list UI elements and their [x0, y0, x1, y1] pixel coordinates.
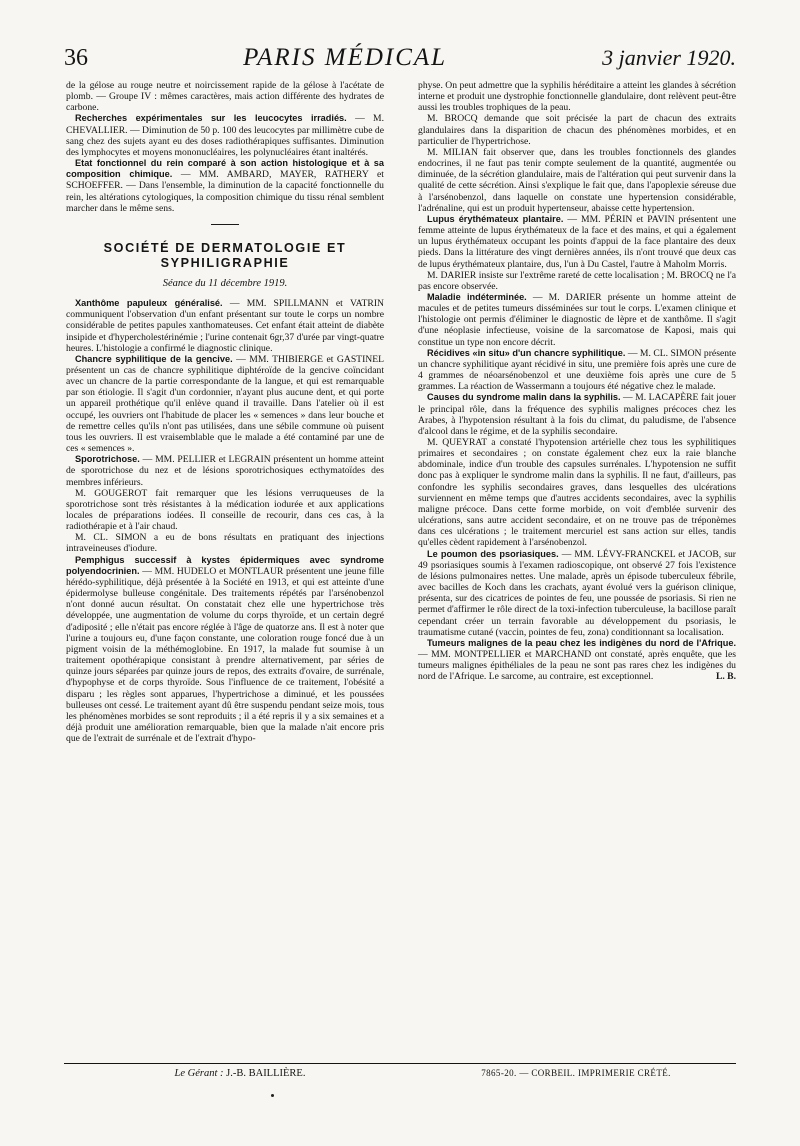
paragraph-continuation-hypophyse: physe. On peut admettre que la syphilis héréditaire a atteint les glandes à sécrétion interne et produit une dystrophie fonctionnelle glandulaire, dont relèvent peut-être aussi les troubles trophiques de la peau.	[418, 80, 736, 114]
print-mark	[271, 1094, 274, 1097]
entry-heading: Recherches expérimentales sur les leucocytes irradiés.	[75, 113, 347, 124]
page-number: 36	[64, 45, 88, 71]
right-column	[418, 80, 736, 683]
footer-gerant	[64, 1068, 416, 1079]
session-date: Séance du 11 décembre 1919.	[162, 277, 288, 289]
paragraph-milian: M. MILIAN fait observer que, dans les troubles fonctionnels des glandes endocrines, il ne faut pas tenir compte seulement de la quantité, augmentée ou diminuée, de la sécrétion glandulaire, mais de l'altération qui peut survenir dans la qualité de cette sécrétion. Ainsi s'explique le fait que, dans l'apoplexie séreuse due à l'arsénobenzol, dans laquelle on constate une hypertension considérable, l'adrénaline, qui est un produit hypertenseur, abaisse cette hypertension.	[418, 146, 736, 214]
entry-heading: Xanthôme papuleux généralisé.	[75, 298, 223, 309]
entry-heading: Tumeurs malignes de la peau chez les indigènes du nord de l'Afrique.	[427, 637, 736, 648]
footer	[64, 1068, 736, 1086]
paragraph-queyrat: M. QUEYRAT a constaté l'hypotension artérielle chez tous les syphilitiques primaires et secondaires ; on constate également chez eux la raie blanche abdominale, indice d'un trouble des capsules surrénales. L'hypotension ne suffit donc pas à expliquer le syndrome malin dans la syphilis. Il ne faut, d'ailleurs, pas confondre les syphilis secondaires graves, dans lesquelles des ulcérations surviennent en même temps que d'autres accidents secondaires, avec la syphilis maligne précoce. Dans cette forme morbide, on voit d'emblée survenir des ulcérations, sans autre accident secondaire, et on ne trouve pas de tréponèmes dans ces ulcérations ; le traitement mercuriel est sans action sur elles, tandis qu'elles cèdent rapidement à l'arsénobenzol.	[418, 437, 736, 549]
section-divider	[211, 224, 239, 225]
entry-lupus: Lupus érythémateux plantaire. — MM. PÉRIN et PAVIN présentent une femme atteinte de lupus érythémateux de la face et des mains, et qui a également un lupus érythémateux occupant les points d'appui de la face plantaire des deux pieds. Dans la littérature des vingt dernières années, ils n'ont trouvé que deux cas de lupus érythémateux plantaire, dus, l'un à Du Castel, l'autre à Maholm Morris.	[418, 213, 736, 270]
entry-heading: Chancre syphilitique de la gencive.	[75, 353, 233, 364]
entry-leucocytes: Recherches expérimentales sur les leucocytes irradiés. — M. CHEVALLIER. — Diminution de 50 p. 100 des leucocytes par millimètre cube de sang chez des sujets ayant eu des doses radiothérapiques suffisantes. Diminution des lymphocytes et moyens mononucléaires, les polynucléaires étant inaltérés.	[66, 113, 384, 158]
gerant-label: Le Gérant :	[174, 1068, 224, 1079]
issue-date: 3 janvier 1920.	[602, 45, 736, 70]
entry-heading: Maladie indéterminée.	[427, 291, 527, 302]
entry-poumon-psoriasiques: Le poumon des psoriasiques. — MM. LÉVY-FRANCKEL et JACOB, sur 49 psoriasiques soumis à l'examen radioscopique, ont observé 27 fois l'existence de lésions pulmonaires nettes. Une malade, après un épisode tuberculeux fébrile, avec bacilles de Koch dans les crachats, ayant évolué vers la guérison clinique, présenta, sur des cicatrices de pointes de feu, une poussée de psoriasis. Si rien ne permet d'affirmer le rôle direct de la toxi-infection tuberculeuse, la bacillose paraît cependant créer un terrain favorable au développement du psoriasis, le traumatisme cutané (vaccin, pointes de feu, zona) conditionnant sa localisation.	[418, 548, 736, 638]
entry-chancre-gencive: Chancre syphilitique de la gencive. — MM. THIBIERGE et GASTINEL présentent un cas de chancre syphilitique diphtéroïde de la gencive coïncidant avec un chancre de la partie correspondante de la langue, et qui est remarquable par son étiologie. Il s'agit d'un cordonnier, n'ayant plus aucune dent, et qui porte un appareil prothétique qu'il enlève quand il travaille. Dans l'atelier où il est occupé, les ouvriers ont l'habitude de placer les « semences » dans leur bouche et de remettre celles qu'ils n'ont pas utilisées, dans une sébile commune où puisent tous les ouvriers. Il est vraisemblable que le malade a été contaminé par une de ces « semences ».	[66, 353, 384, 455]
entry-heading: Pemphigus successif à kystes épidermiques avec syndrome polyendocrinien.	[66, 554, 384, 576]
paragraph-brocq: M. BROCQ demande que soit précisée la part de chacun des extraits glandulaires dans la disparition de chacun des phénomènes morbides, et en particulier de l'hypertrichose.	[418, 113, 736, 147]
entry-heading: Sporotrichose.	[75, 454, 140, 465]
paragraph-continuation-top: de la gélose au rouge neutre et noircissement rapide de la gélose à l'acétate de plomb. — Groupe IV : mêmes caractères, mais action différente des hydrates de carbone.	[66, 80, 384, 114]
footer-rule	[64, 1063, 736, 1064]
entry-maladie-indeterminee: Maladie indéterminée. — M. DARIER présente un homme atteint de macules et de petites tumeurs disséminées sur tout le corps. L'examen clinique et l'histologie ont permis d'éliminer le diagnostic de lèpre et de xanthôme. Il s'agit d'une néoplasie infectieuse, voisine de la sarcomatose de Kaposi, mais qui constitue un type non encore décrit.	[418, 291, 736, 348]
entry-sporotrichose: Sporotrichose. — MM. PELLIER et LEGRAIN présentent un homme atteint de sporotrichose du nez et de lésions sporotrichosiques ecthymatoïdes des membres inférieurs.	[66, 454, 384, 488]
page-header	[64, 44, 736, 76]
entry-syndrome-malin: Causes du syndrome malin dans la syphilis. — M. LACAPÈRE fait jouer le principal rôle, dans la fréquence des syphilis malignes précoces chez les Arabes, à l'hypotension résultant à la fois du climat, du paludisme, de l'absence d'alcool dans le régime, et de la syphilis secondaire.	[418, 392, 736, 437]
entry-pemphigus: Pemphigus successif à kystes épidermiques avec syndrome polyendocrinien. — MM. HUDELO et MONTLAUR présentent une jeune fille hérédo-syphilitique, déjà présentée à la Société en 1913, et qui est atteinte d'une épidermolyse bulleuse congénitale. Des traitements répétés par l'arsénobenzol n'ont donné aucun résultat. On constatait chez elle une hypertrichose très développée, une augmentation de volume du corps thyroïde, et un certain degré d'adiposité ; elle n'était pas encore réglée à l'âge de quatorze ans. Il est à noter que l'urine a toujours eu, d'une façon constante, une coloration rouge foncé due à un pigment voisin de la méthémoglobine. En 1917, la malade fut soumise à un traitement opothérapique consistant à prendre alternativement, par séries de quinze jours séparées par quinze jours de repos, des extraits d'ovaire, de surrénale, d'hypophyse et de corps thyroïde. Sous l'influence de ce traitement, l'obésité a disparu ; les règles sont apparues, l'hypertrichose a diminué, et les poussées bulleuses ont cessé. Le traitement ayant dû être suspendu pendant seize mois, tous les phénomènes morbides se sont reproduits ; il a été repris il y a six semaines et a déjà produit une amélioration remarquable, bien que la malade n'ait encore pris que de l'extrait de surrénale et de l'extrait d'hypo-	[66, 554, 384, 745]
entry-heading: Etat fonctionnel du rein comparé à son action histologique et à sa composition chimique.	[66, 158, 384, 180]
entry-xanthome: Xanthôme papuleux généralisé. — MM. SPILLMANN et VATRIN communiquent l'observation d'un enfant présentant sur toute le corps un nombre considérable de petites papules xanthomateuses. Cet enfant était atteint de diabète insipide et d'hypercholestérinémie ; l'urine contenait 6gr,37 d'urée par vingt-quatre heures. L'histologie a confirmé le diagnostic clinique.	[66, 298, 385, 354]
entry-heading: Récidives «in situ» d'un chancre syphilitique.	[427, 347, 626, 358]
entry-rein: Etat fonctionnel du rein comparé à son action histologique et à sa composition chimique. — MM. AMBARD, MAYER, RATHERY et SCHOEFFER. — Dans l'ensemble, la diminution de la capacité fonctionnelle du rein, les altérations cytologiques, la composition chimique du tissu rénal semblent marcher dans le même sens.	[66, 158, 384, 214]
entry-heading: Lupus érythémateux plantaire.	[427, 213, 564, 224]
paragraph-gougerot: M. GOUGEROT fait remarquer que les lésions verruqueuses de la sporotrichose sont très résistantes à la médication iodurée et aux applications locales de préparations iodées. Il conseille de recourir, dans ces cas, à la radiothérapie et à l'air chaud.	[66, 487, 384, 533]
entry-heading: Le poumon des psoriasiques.	[427, 548, 559, 559]
printer-imprint: 7865-20. — CORBEIL. IMPRIMERIE CRÉTÉ.	[481, 1068, 671, 1078]
journal-title: PARIS MÉDICAL	[243, 44, 448, 71]
paragraph-darier-lupus: M. DARIER insiste sur l'extrême rareté de cette localisation ; M. BROCQ ne l'a pas encore observée.	[418, 269, 736, 292]
signature: L. B.	[715, 671, 736, 683]
entry-tumeurs-malignes: Tumeurs malignes de la peau chez les indigènes du nord de l'Afrique. — MM. MONTPELLIER et MARCHAND ont constaté, après enquête, que les tumeurs malignes épithéliales de la peau ne sont pas rares chez les indigènes du nord de l'Afrique. Le sarcome, au contraire, est exceptionnel.	[418, 637, 736, 683]
paragraph-simon: M. CL. SIMON a eu de bons résultats en pratiquant des injections intraveineuses d'iodure.	[66, 532, 384, 555]
section-title: SOCIÉTÉ DE DERMATOLOGIE ET SYPHILIGRAPHIE	[103, 240, 347, 270]
gerant-name: J.-B. BAILLIÈRE.	[226, 1068, 306, 1079]
entry-heading: Causes du syndrome malin dans la syphilis.	[427, 392, 621, 403]
entry-recidives: Récidives «in situ» d'un chancre syphilitique. — M. CL. SIMON présente un chancre syphilitique ayant récidivé in situ, une première fois après une cure de 4 grammes de néoarsénobenzol et une deuxième fois après une cure de 5 grammes. La réaction de Wassermann a toujours été négative chez le malade.	[418, 347, 736, 393]
left-column	[66, 80, 384, 744]
